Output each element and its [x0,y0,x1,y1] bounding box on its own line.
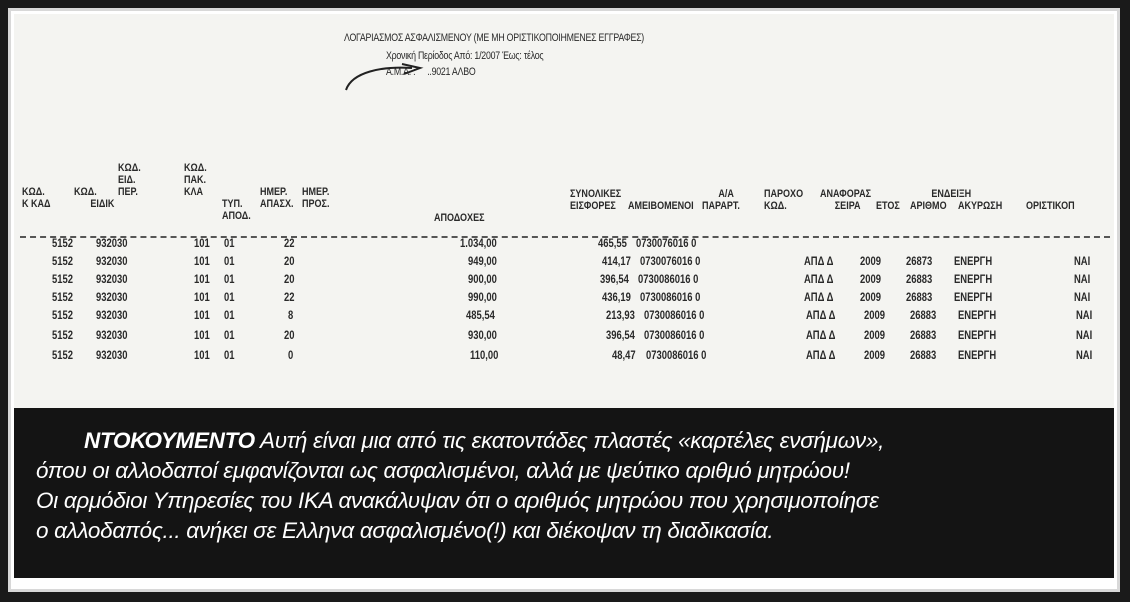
header-pak-kla: ΚΩΔ. ΠΑΚ. ΚΛΑ [184,162,207,198]
header-etos: ΕΤΟΣ [876,200,900,212]
ama-label: Α.Μ.Α. : [386,66,416,78]
header-apodoxes: ΑΠΟΔΟΧΕΣ [434,212,485,224]
header-anaforas: ΑΝΑΦΟΡΑΣ ΣΕΙΡΑ [820,188,871,212]
caption-line-4: ο αλλοδαπός... ανήκει σε Ελληνα ασφαλισμένο(!) και διέκοψαν τη διαδικασία. [36,518,774,543]
document-title: ΛΟΓΑΡΙΑΣΜΟΣ ΑΣΦΑΛΙΣΜΕΝΟΥ (ΜΕ ΜΗ ΟΡΙΣΤΙΚΟΠΟΙΗΜΕΝΕΣ ΕΓΓΡΑΦΕΣ) [344,32,645,44]
table-row: 5152 932030 101 01 0 110,00 48,47 0730086016 0 ΑΠΔ Δ 2009 26883 ΕΝΕΡΓΗ ΝΑΙ [52,350,1093,362]
header-synolikes: ΣΥΝΟΛΙΚΕΣ ΕΙΣΦΟΡΕΣ [570,188,622,212]
header-kod-ka: ΚΩΔ. Κ ΚΑΔ [22,186,51,210]
caption-lead: ΝΤΟΚΟΥΜΕΝΤΟ [84,428,255,453]
handwritten-mark [342,58,452,98]
ama-value: ..9021 ΑΛΒΟ [427,66,476,78]
header-hmer-apasx: ΗΜΕΡ. ΑΠΑΣΧ. [260,186,294,210]
header-endeixi: ΕΝΔΕΙΞΗ ΑΡΙΘΜΟ [910,188,972,212]
header-aa: Α/Α ΠΑΡΑΡΤ. [702,188,740,212]
header-hmer-pros: ΗΜΕΡ. ΠΡΟΣ. [302,186,330,210]
caption-line-2: όπου οι αλλοδαποί εμφανίζονται ως ασφαλισμένοι, αλλά με ψεύτικο αριθμό μητρώου! [36,458,850,483]
header-oristikop: ΟΡΙΣΤΙΚΟΠ [1026,200,1075,212]
table-row: 5152 932030 101 01 20 930,00 396,54 0730086016 0 ΑΠΔ Δ 2009 26883 ΕΝΕΡΓΗ ΝΑΙ [52,330,1093,342]
header-paroxo: ΠΑΡΟΧΟ ΚΩΔ. [764,188,804,212]
table-row: 5152 932030 101 01 22 1.034,00 465,55 0730076016 0 [52,238,697,250]
header-akyrosi: ΑΚΥΡΩΣΗ [958,200,1003,212]
table-row: 5152 932030 101 01 22 990,00 436,19 0730086016 0 ΑΠΔ Δ 2009 26883 ΕΝΕΡΓΗ ΝΑΙ [52,292,1091,304]
caption-line-3: Οι αρμόδιοι Υπηρεσίες του ΙΚΑ ανακάλυψαν ότι ο αριθμός μητρώου που χρησιμοποίησε [36,488,879,513]
header-ameibomenoi: ΑΜΕΙΒΟΜΕΝΟΙ [628,200,694,212]
table-row: 5152 932030 101 01 20 900,00 396,54 0730086016 0 ΑΠΔ Δ 2009 26883 ΕΝΕΡΓΗ ΝΑΙ [52,274,1091,286]
table-row: 5152 932030 101 01 20 949,00 414,17 0730076016 0 ΑΠΔ Δ 2009 26873 ΕΝΕΡΓΗ ΝΑΙ [52,256,1091,268]
header-typ-apod: ΤΥΠ. ΑΠΟΔ. [222,198,251,222]
header-kod-eid: ΚΩΔ. ΕΙΔΙΚ [74,186,115,210]
table-row: 5152 932030 101 01 8 485,54 213,93 0730086016 0 ΑΠΔ Δ 2009 26883 ΕΝΕΡΓΗ ΝΑΙ [52,310,1093,322]
scanned-document [14,14,1114,408]
header-kod-eid-per: ΚΩΔ. ΕΙΔ. ΠΕΡ. [118,162,141,198]
document-period: Χρονική Περίοδος Από: 1/2007 Έως: τέλος [386,50,544,62]
caption-line-1: ΝΤΟΚΟΥΜΕΝΤΟ Αυτή είναι μια από τις εκατοντάδες πλαστές «καρτέλες ενσήμων», [84,428,885,453]
caption-box [14,408,1114,578]
